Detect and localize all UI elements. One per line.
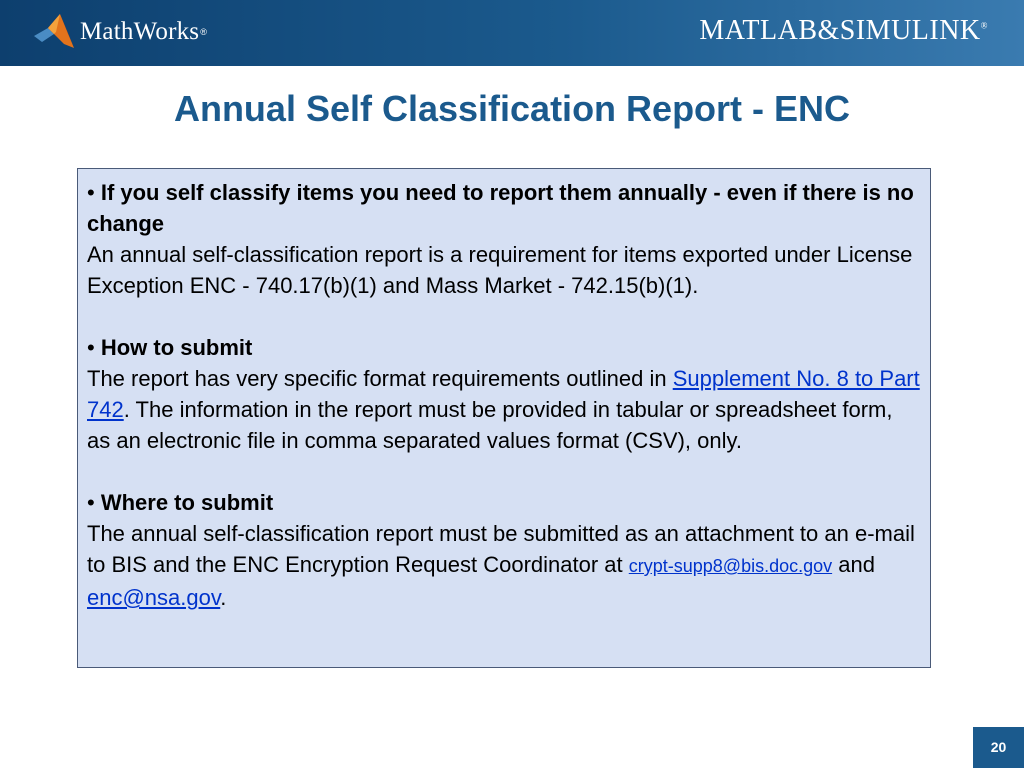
- mathworks-logo: [34, 14, 207, 50]
- matlab-simulink-logo: [699, 15, 988, 47]
- section-body: An annual self-classification report is a requirement for items exported under License Exception ENC - 740.17(b)(1) and Mass Market - 742.15(b)(1).: [87, 242, 913, 298]
- section-body: The annual self-classification report must be submitted as an attachment to an e-mail to BIS and the ENC Encryption Request Coordinator at: [87, 521, 915, 577]
- bis-email-link[interactable]: crypt-supp8@bis.doc.gov: [628, 556, 833, 576]
- content-box: [77, 168, 931, 668]
- nsa-email-link[interactable]: enc@nsa.gov: [87, 585, 221, 610]
- section-heading: If you self classify items you need to report them annually - even if there is no change: [87, 180, 914, 236]
- spacer: [87, 456, 921, 487]
- section-heading: Where to submit: [100, 490, 274, 515]
- section-body-continued: . The information in the report must be provided in tabular or spreadsheet form, as an electronic file in comma separated values format (CSV), only.: [87, 397, 893, 453]
- section-where-to-submit: [87, 487, 921, 613]
- bullet: •: [87, 335, 95, 360]
- supplement-link[interactable]: Supplement No. 8 to Part 742: [87, 366, 920, 422]
- section-body-end: .: [220, 585, 227, 610]
- matlab-simulink-logo-text: MATLAB&SIMULINK: [699, 15, 981, 46]
- header-bar: [0, 0, 1024, 66]
- section-how-to-submit: [87, 332, 921, 456]
- registered-mark: ®: [980, 20, 988, 31]
- bullet: •: [87, 180, 95, 205]
- bullet: •: [87, 490, 95, 515]
- spacer: [87, 301, 921, 332]
- section-body: The report has very specific format requirements outlined in: [87, 366, 673, 391]
- section-heading: How to submit: [100, 335, 253, 360]
- page-number: 20: [973, 727, 1024, 768]
- registered-mark: ®: [200, 27, 207, 37]
- mathworks-logo-text: MathWorks: [80, 18, 200, 45]
- slide-title: Annual Self Classification Report - ENC: [173, 88, 851, 129]
- section-body-connector: and: [832, 552, 875, 577]
- section-report-annually: [87, 177, 921, 301]
- membrane-icon: [34, 14, 74, 50]
